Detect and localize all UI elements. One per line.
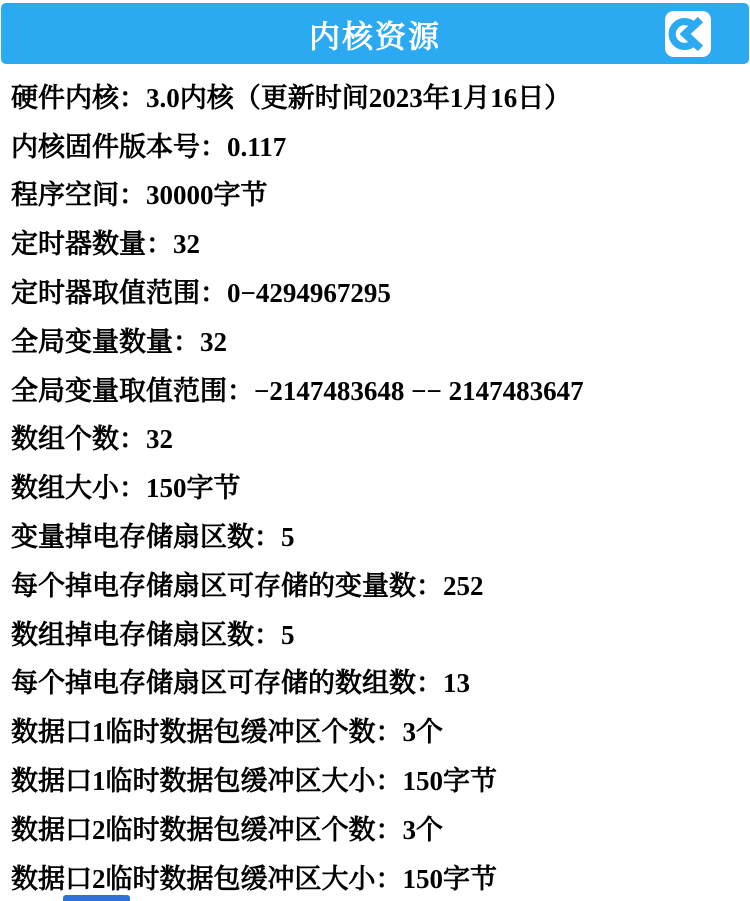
- spec-line: 数组个数：32: [11, 424, 173, 455]
- spec-line: 数组掉电存储扇区数：5: [11, 619, 295, 650]
- spec-line: 硬件内核：3.0内核（更新时间2023年1月16日）: [11, 82, 572, 113]
- page-title: 内核资源: [309, 19, 441, 54]
- title-bar: [1, 3, 749, 64]
- spec-list: [11, 71, 742, 901]
- spec-line: 每个掉电存储扇区可存储的数组数：13: [11, 668, 470, 699]
- spec-line: 全局变量数量：32: [11, 326, 227, 357]
- spec-line: 定时器取值范围：0−4294967295: [11, 278, 391, 309]
- spec-line: 数据口1临时数据包缓冲区个数：3个: [11, 717, 443, 748]
- k-in-circle-logo-icon: [665, 11, 711, 57]
- spec-line: 内核固件版本号：0.117: [11, 131, 287, 162]
- spec-line: 数据口1临时数据包缓冲区大小：150字节: [11, 766, 497, 797]
- bottom-blue-fragment: [63, 895, 130, 901]
- spec-line: 数据口2临时数据包缓冲区个数：3个: [11, 814, 443, 845]
- spec-line: 数组大小：150字节: [11, 473, 241, 504]
- spec-line: 定时器数量：32: [11, 229, 200, 260]
- spec-line: 数据口2临时数据包缓冲区大小：150字节: [11, 863, 497, 894]
- spec-line: 程序空间：30000字节: [11, 180, 268, 211]
- spec-line: 每个掉电存储扇区可存储的变量数：252: [11, 570, 484, 601]
- spec-line: 全局变量取值范围：−2147483648 −− 2147483647: [11, 375, 584, 406]
- spec-line: 变量掉电存储扇区数：5: [11, 522, 295, 553]
